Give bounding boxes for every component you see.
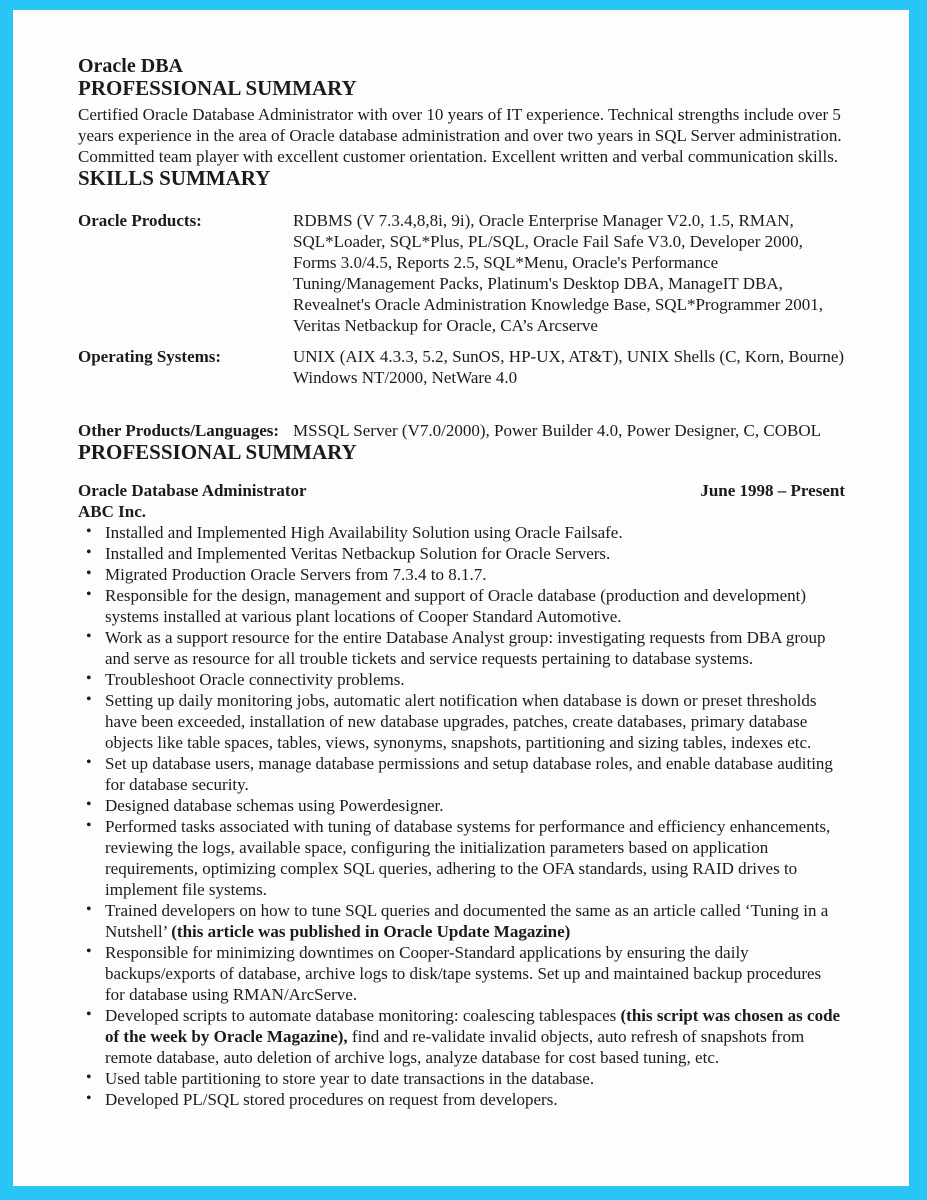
skill-row [78,420,845,441]
professional-summary-heading: PROFESSIONAL SUMMARY [78,76,357,100]
bullet-dot-icon: • [86,796,92,813]
company-name: ABC Inc. [78,502,147,521]
bullet-dot-icon: • [86,943,92,960]
experience-section [78,441,845,1110]
skills-rows [78,210,845,441]
bullet-text: Performed tasks associated with tuning of database systems for performance and efficiency enhancements, reviewing the logs, available space, configuring the initialization parameters based on application requirements, optimizing complex SQL queries, adhering to the OFA standards, using RAID drives to implement file systems. [105,817,831,899]
skill-value: MSSQL Server (V7.0/2000), Power Builder 4.0, Power Designer, C, COBOL [293,421,822,440]
skill-row [78,210,845,336]
experience-bullet-list [78,522,845,1110]
skills-summary-heading: SKILLS SUMMARY [78,166,271,190]
resume-title: Oracle DBA [78,55,183,77]
experience-bullet [78,753,845,795]
experience-bullet [78,1005,845,1068]
bullet-dot-icon: • [86,565,92,582]
experience-bullet [78,627,845,669]
experience-bullet [78,585,845,627]
bullet-dot-icon: • [86,523,92,540]
bullet-dot-icon: • [86,670,92,687]
bullet-text: Installed and Implemented High Availability Solution using Oracle Failsafe. [105,523,623,542]
skill-category-label: Oracle Products: [78,211,202,230]
skill-category-label: Other Products/Languages: [78,421,280,440]
bullet-dot-icon: • [86,628,92,645]
resume-content [13,10,909,1110]
skill-value: RDBMS (V 7.3.4,8,8i, 9i), Oracle Enterprise Manager V2.0, 1.5, RMAN, SQL*Loader, SQL*Plus, PL/SQL, Oracle Fail Safe V3.0, Developer 2000, Forms 3.0/4.5, Reports 2.5, SQL*Menu, Oracle's Performance Tuning/Management Packs, Platinum's Desktop DBA, ManageIT DBA, Revealnet's Oracle Administration Knowledge Base, SQL*Programmer 2001, Veritas Netbackup for Oracle, CA’s Arcserve [293,211,823,335]
bullet-text: Responsible for the design, management and support of Oracle database (production and development) systems installed at various plant locations of Cooper Standard Automotive. [105,586,807,626]
bullet-text: Installed and Implemented Veritas Netbackup Solution for Oracle Servers. [105,544,611,563]
bullet-text: Responsible for minimizing downtimes on Cooper-Standard applications by ensuring the daily backups/exports of database, archive logs to disk/tape systems. Set up and maintained backup procedures for database using RMAN/ArcServe. [105,943,822,1004]
experience-bullet [78,900,845,942]
job-date-range: June 1998 – Present [700,481,845,500]
experience-bullet [78,564,845,585]
skills-summary-section [78,167,845,441]
bullet-text: Developed scripts to automate database monitoring: coalescing tablespaces (this script was chosen as code of the week by Oracle Magazine), find and re-validate invalid objects, auto refresh of snapshots from remote database, auto deletion of archive logs, analyze database for cost based tuning, etc. [105,1006,841,1067]
bullet-dot-icon: • [86,544,92,561]
bullet-dot-icon: • [86,901,92,918]
experience-bullet [78,669,845,690]
bullet-dot-icon: • [86,754,92,771]
bullet-text: Setting up daily monitoring jobs, automatic alert notification when database is down or preset thresholds have been exceeded, installation of new database upgrades, patches, create databases, primary database objects like table spaces, tables, views, synonyms, snapshots, partitioning and sizing tables, indexes etc. [105,691,817,752]
job-header [78,480,845,501]
bullet-dot-icon: • [86,586,92,603]
professional-summary-text: Certified Oracle Database Administrator with over 10 years of IT experience. Technical strengths include over 5 years experience in the area of Oracle database administration and over two years in SQL Server administration. Committed team player with excellent customer orientation. Excellent written and verbal communication skills. [78,105,842,166]
resume-sheet [13,10,909,1186]
bullet-text: Work as a support resource for the entire Database Analyst group: investigating requests from DBA group and serve as resource for all trouble tickets and service requests pertaining to database systems. [105,628,826,668]
skill-value: UNIX (AIX 4.3.3, 5.2, SunOS, HP-UX, AT&T), UNIX Shells (C, Korn, Bourne) Windows NT/2000, NetWare 4.0 [293,347,845,387]
professional-summary-section [78,77,845,167]
bullet-text: Migrated Production Oracle Servers from 7.3.4 to 8.1.7. [105,565,487,584]
bullet-text: Set up database users, manage database permissions and setup database roles, and enable database auditing for database security. [105,754,833,794]
bullet-text: Trained developers on how to tune SQL queries and documented the same as an article called ‘Tuning in a Nutshell’ (this article was published in Oracle Update Magazine) [105,901,829,941]
bullet-dot-icon: • [86,817,92,834]
bullet-dot-icon: • [86,1069,92,1086]
skill-row [78,346,845,388]
bullet-dot-icon: • [86,1006,92,1023]
experience-heading: PROFESSIONAL SUMMARY [78,440,357,464]
experience-bullet [78,942,845,1005]
experience-bullet [78,1089,845,1110]
bullet-dot-icon: • [86,691,92,708]
bullet-text: Troubleshoot Oracle connectivity problems. [105,670,405,689]
experience-bullet [78,1068,845,1089]
experience-bullet [78,522,845,543]
experience-bullet [78,690,845,753]
job-title: Oracle Database Administrator [78,481,307,500]
bullet-text: Developed PL/SQL stored procedures on request from developers. [105,1090,558,1109]
skill-category-label: Operating Systems: [78,347,222,366]
bullet-dot-icon: • [86,1090,92,1107]
experience-bullet [78,795,845,816]
experience-bullet [78,816,845,900]
experience-bullet [78,543,845,564]
bullet-text: Designed database schemas using Powerdesigner. [105,796,444,815]
bullet-text: Used table partitioning to store year to date transactions in the database. [105,1069,595,1088]
